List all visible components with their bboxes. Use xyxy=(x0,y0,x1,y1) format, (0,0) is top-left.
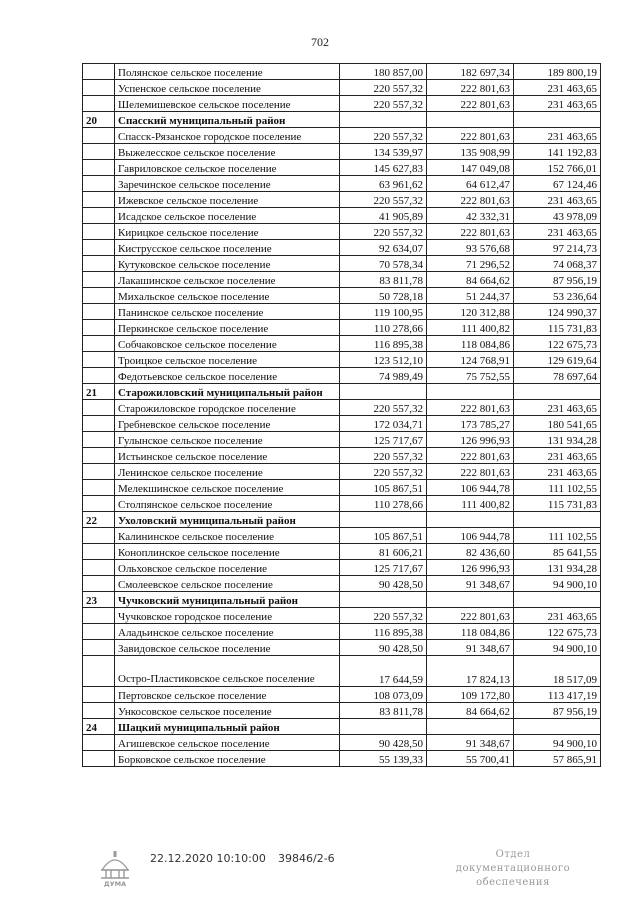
amount-3: 94 900,10 xyxy=(514,640,601,656)
row-number xyxy=(83,735,115,751)
settlement-row xyxy=(83,496,601,512)
amount-2: 91 348,67 xyxy=(427,576,514,592)
footer xyxy=(0,848,640,898)
amount-3: 122 675,73 xyxy=(514,624,601,640)
amount-1 xyxy=(340,512,427,528)
settlement-name: Завидовское сельское поселение xyxy=(115,640,340,656)
settlement-name: Выжелесское сельское поселение xyxy=(115,144,340,160)
settlement-name: Гавриловское сельское поселение xyxy=(115,160,340,176)
row-number xyxy=(83,656,115,687)
row-number xyxy=(83,496,115,512)
amount-3 xyxy=(514,512,601,528)
amount-1: 119 100,95 xyxy=(340,304,427,320)
row-number xyxy=(83,160,115,176)
settlement-row xyxy=(83,64,601,80)
row-number: 21 xyxy=(83,384,115,400)
amount-2 xyxy=(427,592,514,608)
amount-1: 41 905,89 xyxy=(340,208,427,224)
department-line-1: Отдел документационного xyxy=(455,849,571,874)
settlement-name: Гребневское сельское поселение xyxy=(115,416,340,432)
settlement-row xyxy=(83,352,601,368)
amount-3: 18 517,09 xyxy=(514,656,601,687)
settlement-name: Столпянское сельское поселение xyxy=(115,496,340,512)
settlement-name: Мелекшинское сельское поселение xyxy=(115,480,340,496)
settlement-name: Аладьинское сельское поселение xyxy=(115,624,340,640)
amount-2: 91 348,67 xyxy=(427,735,514,751)
district-row xyxy=(83,112,601,128)
row-number xyxy=(83,703,115,719)
settlement-row xyxy=(83,416,601,432)
row-number xyxy=(83,544,115,560)
settlement-row xyxy=(83,320,601,336)
amount-2 xyxy=(427,719,514,735)
settlement-name: Панинское сельское поселение xyxy=(115,304,340,320)
settlement-row xyxy=(83,640,601,656)
settlement-name: Собчаковское сельское поселение xyxy=(115,336,340,352)
settlement-name: Кутуковское сельское поселение xyxy=(115,256,340,272)
amount-2: 120 312,88 xyxy=(427,304,514,320)
amount-3: 124 990,37 xyxy=(514,304,601,320)
amount-2: 42 332,31 xyxy=(427,208,514,224)
row-number xyxy=(83,624,115,640)
row-number: 24 xyxy=(83,719,115,735)
amount-3: 111 102,55 xyxy=(514,480,601,496)
row-number xyxy=(83,687,115,703)
settlement-row xyxy=(83,560,601,576)
amount-1: 125 717,67 xyxy=(340,560,427,576)
settlement-row xyxy=(83,687,601,703)
amount-3 xyxy=(514,112,601,128)
logo-text: ДУМА xyxy=(103,880,127,888)
amount-1: 83 811,78 xyxy=(340,703,427,719)
amount-1: 81 606,21 xyxy=(340,544,427,560)
amount-2: 17 824,13 xyxy=(427,656,514,687)
settlement-row xyxy=(83,176,601,192)
settlement-name: Чучковское городское поселение xyxy=(115,608,340,624)
settlement-name: Перкинское сельское поселение xyxy=(115,320,340,336)
amount-3: 113 417,19 xyxy=(514,687,601,703)
row-number xyxy=(83,288,115,304)
duma-logo-icon xyxy=(98,848,132,888)
amount-3: 231 463,65 xyxy=(514,608,601,624)
amount-1: 172 034,71 xyxy=(340,416,427,432)
district-name: Ухоловский муниципальный район xyxy=(115,512,340,528)
settlement-row xyxy=(83,208,601,224)
row-number xyxy=(83,448,115,464)
settlement-row xyxy=(83,224,601,240)
row-number xyxy=(83,96,115,112)
amount-1 xyxy=(340,112,427,128)
amount-2: 106 944,78 xyxy=(427,480,514,496)
settlement-name: Шелемишевское сельское поселение xyxy=(115,96,340,112)
amount-3: 115 731,83 xyxy=(514,496,601,512)
settlement-name: Троицкое сельское поселение xyxy=(115,352,340,368)
amount-1: 134 539,97 xyxy=(340,144,427,160)
settlement-row xyxy=(83,464,601,480)
amount-1: 92 634,07 xyxy=(340,240,427,256)
amount-1: 220 557,32 xyxy=(340,400,427,416)
row-number xyxy=(83,464,115,480)
amount-3: 231 463,65 xyxy=(514,464,601,480)
settlement-row xyxy=(83,288,601,304)
amount-2: 111 400,82 xyxy=(427,320,514,336)
row-number xyxy=(83,256,115,272)
settlement-row xyxy=(83,432,601,448)
amount-2 xyxy=(427,512,514,528)
settlement-name: Ункосовское сельское поселение xyxy=(115,703,340,719)
amount-1: 180 857,00 xyxy=(340,64,427,80)
settlement-row xyxy=(83,656,601,687)
district-row xyxy=(83,512,601,528)
settlement-name: Ольховское сельское поселение xyxy=(115,560,340,576)
amount-3 xyxy=(514,384,601,400)
district-row xyxy=(83,592,601,608)
amount-3: 131 934,28 xyxy=(514,432,601,448)
row-number xyxy=(83,128,115,144)
settlement-name: Гулынское сельское поселение xyxy=(115,432,340,448)
amount-2: 64 612,47 xyxy=(427,176,514,192)
amount-2: 93 576,68 xyxy=(427,240,514,256)
settlement-row xyxy=(83,128,601,144)
row-number xyxy=(83,320,115,336)
amount-2: 118 084,86 xyxy=(427,336,514,352)
settlement-row xyxy=(83,735,601,751)
settlement-name: Успенское сельское поселение xyxy=(115,80,340,96)
settlement-name: Полянское сельское поселение xyxy=(115,64,340,80)
settlement-row xyxy=(83,703,601,719)
amount-3 xyxy=(514,592,601,608)
amount-2: 222 801,63 xyxy=(427,448,514,464)
district-name: Старожиловский муниципальный район xyxy=(115,384,340,400)
amount-3: 152 766,01 xyxy=(514,160,601,176)
settlement-name: Истьинское сельское поселение xyxy=(115,448,340,464)
amount-2: 106 944,78 xyxy=(427,528,514,544)
amount-3: 111 102,55 xyxy=(514,528,601,544)
amount-1: 83 811,78 xyxy=(340,272,427,288)
amount-2: 124 768,91 xyxy=(427,352,514,368)
department-line-2: обеспечения xyxy=(476,877,550,888)
amount-3 xyxy=(514,719,601,735)
amount-2: 147 049,08 xyxy=(427,160,514,176)
amount-3: 231 463,65 xyxy=(514,192,601,208)
row-number xyxy=(83,64,115,80)
amount-1: 220 557,32 xyxy=(340,448,427,464)
district-row xyxy=(83,719,601,735)
amount-3: 180 541,65 xyxy=(514,416,601,432)
settlement-row xyxy=(83,528,601,544)
amount-3: 231 463,65 xyxy=(514,96,601,112)
amount-2: 55 700,41 xyxy=(427,751,514,767)
amount-1: 220 557,32 xyxy=(340,80,427,96)
amount-1: 70 578,34 xyxy=(340,256,427,272)
settlement-row xyxy=(83,751,601,767)
amount-2 xyxy=(427,384,514,400)
amount-1: 220 557,32 xyxy=(340,608,427,624)
settlement-name: Коноплинское сельское поселение xyxy=(115,544,340,560)
settlement-name: Смолеевское сельское поселение xyxy=(115,576,340,592)
row-number xyxy=(83,352,115,368)
row-number xyxy=(83,416,115,432)
amount-1: 17 644,59 xyxy=(340,656,427,687)
amount-2: 109 172,80 xyxy=(427,687,514,703)
amount-2: 51 244,37 xyxy=(427,288,514,304)
settlement-row xyxy=(83,400,601,416)
amount-2: 222 801,63 xyxy=(427,224,514,240)
row-number: 22 xyxy=(83,512,115,528)
settlement-name: Ижевское сельское поселение xyxy=(115,192,340,208)
amount-1: 50 728,18 xyxy=(340,288,427,304)
amount-3: 78 697,64 xyxy=(514,368,601,384)
amount-1: 116 895,38 xyxy=(340,624,427,640)
amount-3: 74 068,37 xyxy=(514,256,601,272)
amount-3: 129 619,64 xyxy=(514,352,601,368)
row-number xyxy=(83,751,115,767)
amount-1: 220 557,32 xyxy=(340,192,427,208)
amount-3: 57 865,91 xyxy=(514,751,601,767)
row-number xyxy=(83,80,115,96)
amount-2: 222 801,63 xyxy=(427,128,514,144)
amount-1 xyxy=(340,719,427,735)
amount-3: 231 463,65 xyxy=(514,128,601,144)
amount-2: 71 296,52 xyxy=(427,256,514,272)
amount-3: 231 463,65 xyxy=(514,224,601,240)
district-name: Шацкий муниципальный район xyxy=(115,719,340,735)
settlement-name: Федотьевское сельское поселение xyxy=(115,368,340,384)
department-stamp xyxy=(448,848,578,890)
settlement-row xyxy=(83,192,601,208)
amount-1: 145 627,83 xyxy=(340,160,427,176)
amount-3: 231 463,65 xyxy=(514,448,601,464)
settlement-row xyxy=(83,96,601,112)
settlement-row xyxy=(83,544,601,560)
settlement-name: Агишевское сельское поселение xyxy=(115,735,340,751)
settlement-name: Заречинское сельское поселение xyxy=(115,176,340,192)
amount-2: 222 801,63 xyxy=(427,96,514,112)
amount-3: 115 731,83 xyxy=(514,320,601,336)
amount-2: 84 664,62 xyxy=(427,703,514,719)
row-number xyxy=(83,240,115,256)
timestamp: 22.12.2020 10:10:00 xyxy=(150,852,266,865)
settlement-name: Спасск-Рязанское городское поселение xyxy=(115,128,340,144)
amount-3: 43 978,09 xyxy=(514,208,601,224)
row-number xyxy=(83,304,115,320)
row-number xyxy=(83,272,115,288)
amount-2: 118 084,86 xyxy=(427,624,514,640)
settlement-name: Пертовское сельское поселение xyxy=(115,687,340,703)
row-number xyxy=(83,208,115,224)
amount-3: 53 236,64 xyxy=(514,288,601,304)
budget-table xyxy=(82,63,601,767)
row-number xyxy=(83,224,115,240)
settlement-name: Калининское сельское поселение xyxy=(115,528,340,544)
settlement-row xyxy=(83,576,601,592)
amount-3: 131 934,28 xyxy=(514,560,601,576)
settlement-name: Киструсское сельское поселение xyxy=(115,240,340,256)
settlement-row xyxy=(83,144,601,160)
amount-1: 105 867,51 xyxy=(340,480,427,496)
row-number: 20 xyxy=(83,112,115,128)
settlement-name: Лакашинское сельское поселение xyxy=(115,272,340,288)
amount-2 xyxy=(427,112,514,128)
amount-1: 220 557,32 xyxy=(340,464,427,480)
amount-1: 105 867,51 xyxy=(340,528,427,544)
settlement-name: Остро-Пластиковское сельское поселение xyxy=(115,656,340,687)
settlement-row xyxy=(83,448,601,464)
amount-2: 173 785,27 xyxy=(427,416,514,432)
amount-3: 189 800,19 xyxy=(514,64,601,80)
settlement-row xyxy=(83,368,601,384)
settlement-row xyxy=(83,608,601,624)
settlement-name: Кирицкое сельское поселение xyxy=(115,224,340,240)
row-number xyxy=(83,480,115,496)
amount-2: 75 752,55 xyxy=(427,368,514,384)
amount-1: 220 557,32 xyxy=(340,128,427,144)
amount-1: 116 895,38 xyxy=(340,336,427,352)
settlement-name: Михальское сельское поселение xyxy=(115,288,340,304)
amount-3: 231 463,65 xyxy=(514,80,601,96)
amount-1: 123 512,10 xyxy=(340,352,427,368)
settlement-row xyxy=(83,160,601,176)
row-number xyxy=(83,144,115,160)
document-code: 39846/2-6 xyxy=(278,852,335,865)
amount-3: 231 463,65 xyxy=(514,400,601,416)
table-body xyxy=(83,64,601,767)
amount-1: 108 073,09 xyxy=(340,687,427,703)
amount-2: 222 801,63 xyxy=(427,400,514,416)
amount-2: 126 996,93 xyxy=(427,432,514,448)
amount-1: 125 717,67 xyxy=(340,432,427,448)
row-number xyxy=(83,608,115,624)
row-number xyxy=(83,560,115,576)
amount-1: 110 278,66 xyxy=(340,496,427,512)
amount-1: 63 961,62 xyxy=(340,176,427,192)
district-name: Спасский муниципальный район xyxy=(115,112,340,128)
amount-2: 222 801,63 xyxy=(427,192,514,208)
amount-1: 90 428,50 xyxy=(340,576,427,592)
district-name: Чучковский муниципальный район xyxy=(115,592,340,608)
amount-2: 84 664,62 xyxy=(427,272,514,288)
amount-1: 90 428,50 xyxy=(340,735,427,751)
amount-2: 82 436,60 xyxy=(427,544,514,560)
amount-2: 91 348,67 xyxy=(427,640,514,656)
row-number xyxy=(83,368,115,384)
amount-3: 67 124,46 xyxy=(514,176,601,192)
amount-1 xyxy=(340,384,427,400)
settlement-name: Борковское сельское поселение xyxy=(115,751,340,767)
amount-3: 97 214,73 xyxy=(514,240,601,256)
amount-1: 74 989,49 xyxy=(340,368,427,384)
amount-2: 222 801,63 xyxy=(427,80,514,96)
page-number: 702 xyxy=(311,35,329,49)
amount-2: 135 908,99 xyxy=(427,144,514,160)
amount-3: 141 192,83 xyxy=(514,144,601,160)
settlement-row xyxy=(83,336,601,352)
amount-1 xyxy=(340,592,427,608)
district-row xyxy=(83,384,601,400)
row-number xyxy=(83,576,115,592)
row-number xyxy=(83,400,115,416)
amount-2: 222 801,63 xyxy=(427,464,514,480)
amount-1: 110 278,66 xyxy=(340,320,427,336)
row-number xyxy=(83,336,115,352)
amount-1: 90 428,50 xyxy=(340,640,427,656)
amount-2: 222 801,63 xyxy=(427,608,514,624)
row-number xyxy=(83,192,115,208)
amount-3: 94 900,10 xyxy=(514,735,601,751)
row-number xyxy=(83,528,115,544)
settlement-row xyxy=(83,272,601,288)
settlement-row xyxy=(83,256,601,272)
amount-1: 220 557,32 xyxy=(340,224,427,240)
amount-3: 122 675,73 xyxy=(514,336,601,352)
settlement-row xyxy=(83,304,601,320)
amount-2: 111 400,82 xyxy=(427,496,514,512)
amount-2: 182 697,34 xyxy=(427,64,514,80)
amount-3: 87 956,19 xyxy=(514,703,601,719)
amount-1: 55 139,33 xyxy=(340,751,427,767)
settlement-name: Исадское сельское поселение xyxy=(115,208,340,224)
settlement-row xyxy=(83,624,601,640)
amount-3: 85 641,55 xyxy=(514,544,601,560)
row-number xyxy=(83,640,115,656)
row-number xyxy=(83,432,115,448)
amount-2: 126 996,93 xyxy=(427,560,514,576)
amount-1: 220 557,32 xyxy=(340,96,427,112)
settlement-row xyxy=(83,240,601,256)
settlement-row xyxy=(83,80,601,96)
settlement-name: Старожиловское городское поселение xyxy=(115,400,340,416)
row-number: 23 xyxy=(83,592,115,608)
settlement-name: Ленинское сельское поселение xyxy=(115,464,340,480)
amount-3: 94 900,10 xyxy=(514,576,601,592)
settlement-row xyxy=(83,480,601,496)
amount-3: 87 956,19 xyxy=(514,272,601,288)
row-number xyxy=(83,176,115,192)
